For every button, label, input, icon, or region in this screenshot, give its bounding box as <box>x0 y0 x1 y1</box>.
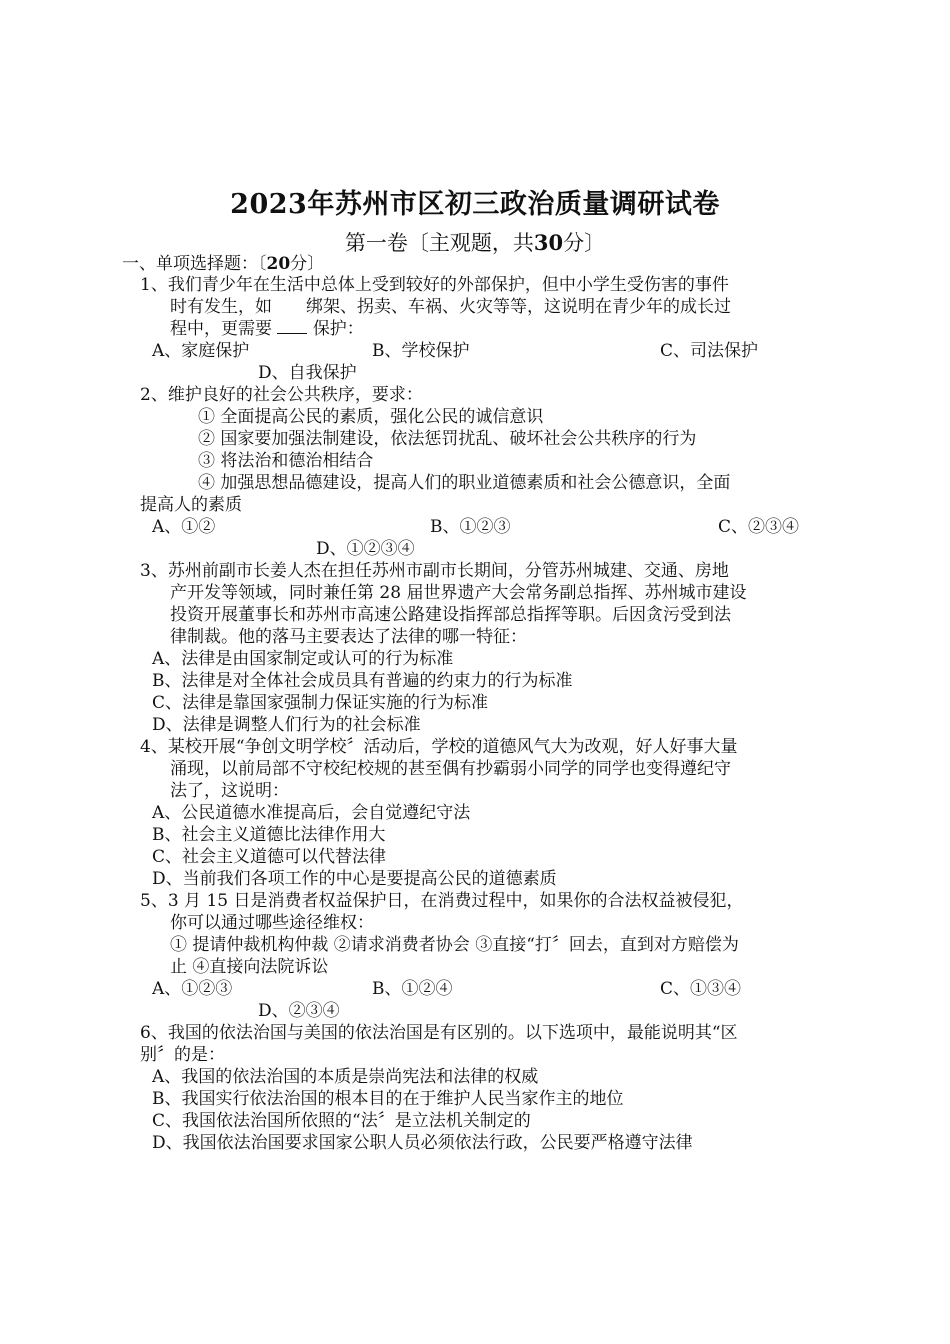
q2-statement-4-cont: 提高人的素质 <box>140 495 242 515</box>
q6-stem-line-1: 6、我国的依法治国与美国的依法治国是有区别的。以下选项中，最能说明其“区 <box>140 1023 738 1043</box>
q5-option-c: C、①③④ <box>660 979 742 999</box>
q5-statements-line-1: ① 提请仲裁机构仲裁 ②请求消费者协会 ③直接“打〞回去，直到对方赔偿为 <box>170 935 739 955</box>
section-label: 一、单项选择题：〔 <box>122 254 267 274</box>
part-heading-suffix: 分〕 <box>563 231 606 255</box>
q2-option-b: B、①②③ <box>430 517 511 537</box>
q1-stem-line-3 <box>170 318 364 340</box>
q5-stem-line-1: 5、3 月 15 日是消费者权益保护日，在消费过程中，如果你的合法权益被侵犯， <box>140 891 744 911</box>
q1-answer-blank <box>277 319 307 334</box>
q4-stem-line-1: 4、某校开展“争创文明学校〞活动后，学校的道德风气大为改观，好人好事大量 <box>140 737 738 757</box>
exam-title: 2023年苏州市区初三政治质量调研试卷 <box>230 189 720 220</box>
q6-option-a: A、我国的依法治国的本质是崇尚宪法和法律的权威 <box>152 1067 539 1087</box>
q3-stem-line-4: 律制裁。他的落马主要表达了法律的哪一特征： <box>170 627 527 647</box>
q1-stem-line-1: 1、我们青少年在生活中总体上受到较好的外部保护，但中小学生受伤害的事件 <box>140 275 729 295</box>
q6-option-c: C、我国依法治国所依照的“法〞是立法机关制定的 <box>152 1111 531 1131</box>
q3-stem-line-2: 产开发等领域，同时兼任第 28 届世界遗产大会常务副总指挥、苏州城市建设 <box>170 583 747 603</box>
q1-option-a: A、家庭保护 <box>152 341 250 361</box>
q4-option-a: A、公民道德水准提高后，会自觉遵纪守法 <box>152 803 471 823</box>
part-heading-prefix: 第一卷〔主观题，共 <box>344 231 534 255</box>
q2-statement-1: ① 全面提高公民的素质，强化公民的诚信意识 <box>198 407 544 427</box>
q5-statements-line-2: 止 ④直接向法院诉讼 <box>170 957 329 977</box>
q1-option-d: D、自我保护 <box>258 363 357 383</box>
q6-option-b: B、我国实行依法治国的根本目的在于维护人民当家作主的地位 <box>152 1089 624 1109</box>
q2-statement-2: ② 国家要加强法制建设，依法惩罚扰乱、破坏社会公共秩序的行为 <box>198 429 697 449</box>
q4-stem-line-3: 法了，这说明： <box>170 781 289 801</box>
q5-option-b: B、①②④ <box>372 979 453 999</box>
q2-option-a: A、①② <box>152 517 216 537</box>
q6-option-d: D、我国依法治国要求国家公职人员必须依法行政，公民要严格遵守法律 <box>152 1133 693 1153</box>
q4-option-b: B、社会主义道德比法律作用大 <box>152 825 386 845</box>
q5-stem-line-2: 你可以通过哪些途径维权： <box>170 913 374 933</box>
q1-stem-line-2: 时有发生，如 绑架、拐卖、车祸、火灾等等，这说明在青少年的成长过 <box>170 297 731 317</box>
q3-stem-line-3: 投资开展董事长和苏州市高速公路建设指挥部总指挥等职。后因贪污受到法 <box>170 605 731 625</box>
q6-stem-line-2: 别〞的是： <box>140 1045 225 1065</box>
section-heading <box>122 253 324 275</box>
section-score: 20 <box>266 254 291 274</box>
q2-statement-3: ③ 将法治和德治相结合 <box>198 451 374 471</box>
q2-statement-4: ④ 加强思想品德建设，提高人们的职业道德素质和社会公德意识，全面 <box>198 473 731 493</box>
q3-option-b: B、法律是对全体社会成员具有普遍的约束力的行为标准 <box>152 671 573 691</box>
q4-option-c: C、社会主义道德可以代替法律 <box>152 847 387 867</box>
q2-option-d: D、①②③④ <box>316 539 415 559</box>
q3-option-d: D、法律是调整人们行为的社会标准 <box>152 715 421 735</box>
q1-option-b: B、学校保护 <box>372 341 470 361</box>
q3-option-a: A、法律是由国家制定或认可的行为标准 <box>152 649 454 669</box>
q5-option-d: D、②③④ <box>258 1001 340 1021</box>
q5-option-a: A、①②③ <box>152 979 233 999</box>
q4-option-d: D、当前我们各项工作的中心是要提高公民的道德素质 <box>152 869 557 889</box>
q1-stem-line-3-text: 程中，更需要 <box>170 319 272 339</box>
q2-option-c: C、②③④ <box>718 517 800 537</box>
q3-stem-line-1: 3、苏州前副市长姜人杰在担任苏州市副市长期间，分管苏州城建、交通、房地 <box>140 561 729 581</box>
q1-option-c: C、司法保护 <box>660 341 759 361</box>
q1-stem-line-3-end: 保护： <box>312 319 364 339</box>
q2-stem: 2、维护良好的社会公共秩序，要求： <box>140 385 423 405</box>
q3-option-c: C、法律是靠国家强制力保证实施的行为标准 <box>152 693 489 713</box>
q4-stem-line-2: 涌现，以前局部不守校纪校规的甚至偶有抄霸弱小同学的同学也变得遵纪守 <box>170 759 731 779</box>
section-suffix: 分〕 <box>290 254 325 274</box>
part-heading-score: 30 <box>533 230 564 255</box>
